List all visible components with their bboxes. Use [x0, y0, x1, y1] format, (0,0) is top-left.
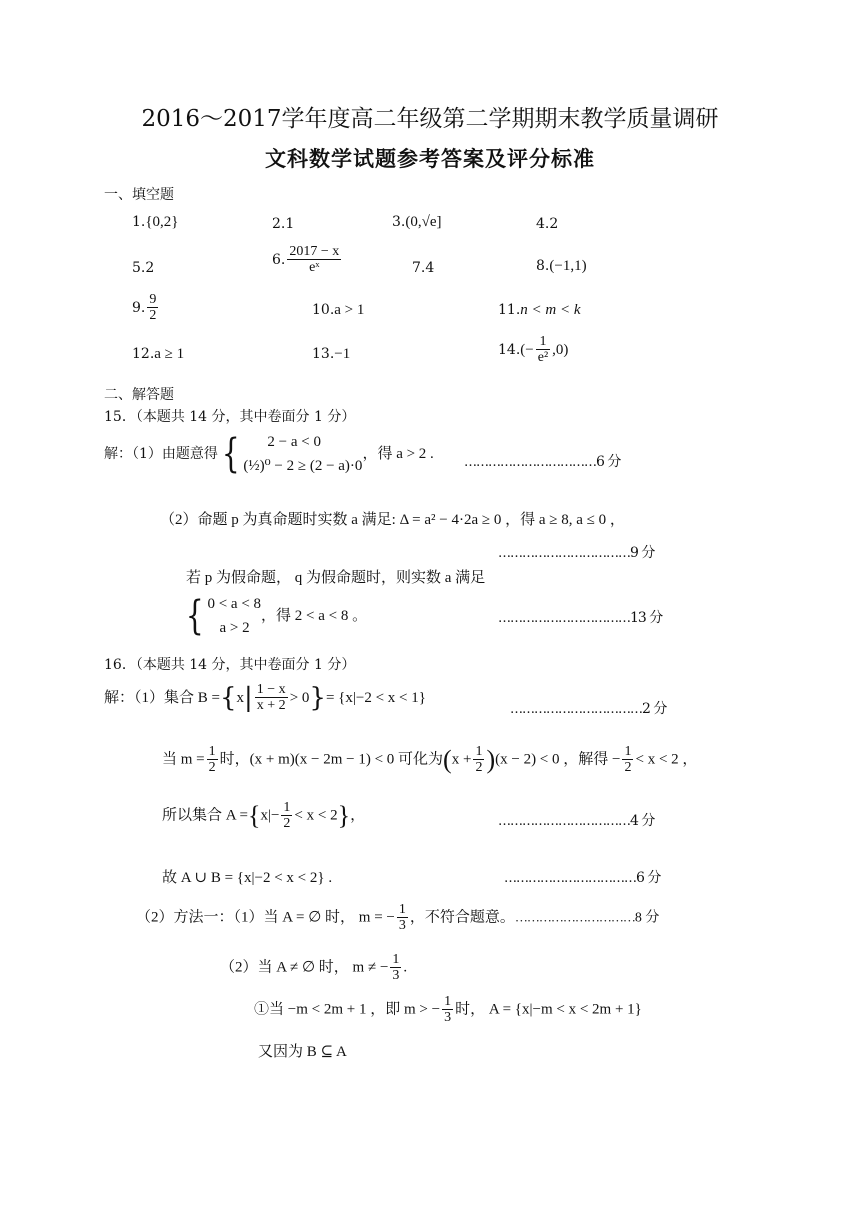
q15-part3-leader: ……………………………13 分 — [498, 610, 663, 626]
answer-14-number: 14. — [498, 341, 521, 358]
answer-11-number: 11. — [498, 302, 521, 318]
q16-line1-denominator: x + 2 — [256, 698, 286, 714]
answer-3-value: (0,√e] — [405, 214, 442, 230]
q16-line1-score: 2 分 — [642, 701, 667, 717]
q16-line1-result: = {x|−2 < x < 1} — [325, 689, 426, 706]
answer-6 — [272, 244, 343, 276]
answer-6-denominator: eˣ — [309, 260, 320, 276]
q16-line2-e: < x < 2 ， — [635, 751, 698, 768]
q16-line5-num: 1 — [398, 902, 406, 917]
q16-line7-a: ①当 −m < 2m + 1 ，即 m > − — [254, 1001, 441, 1018]
q16-header: 16．（本题共 14 分，其中卷面分 1 分） — [104, 657, 356, 673]
q16-line4: 故 A ∪ B = {x|−2 < x < 2} . — [162, 870, 333, 886]
q16-line2-c: x + — [451, 751, 472, 768]
q16-line5 — [136, 902, 659, 934]
q16-line3-num: 1 — [283, 800, 291, 815]
q15-system-line1: 2 − a < 0 — [267, 434, 321, 450]
q16-line3-d: ， — [350, 807, 366, 824]
answer-14-open: (− — [520, 341, 534, 358]
q16-line6-a: （2）当 A ≠ ∅ 时， m ≠ − — [220, 959, 389, 976]
q16-line1-numerator: 1 − x — [256, 682, 286, 697]
answer-9-denominator: 2 — [149, 308, 157, 324]
q16-line6-num: 1 — [392, 952, 400, 967]
q16-line7-den: 3 — [444, 1010, 452, 1026]
answer-1 — [132, 214, 179, 231]
answer-1-number: 1. — [132, 214, 146, 230]
q16-set-var: x — [236, 689, 245, 706]
q16-line2-num2: 1 — [475, 744, 483, 759]
q16-line3-b: x|− — [260, 807, 280, 824]
q16-line2-d: (x − 2) < 0 ，解得 − — [495, 751, 621, 768]
answer-12-value: a ≥ 1 — [154, 346, 185, 362]
q15-header: 15．（本题共 14 分，其中卷面分 1 分） — [104, 409, 356, 425]
answer-9-number: 9. — [132, 299, 146, 316]
q16-line3: 所以集合 A ={x|− $\frac{1}{2}$ < x < 2}， — [162, 800, 366, 832]
answer-8 — [536, 258, 587, 275]
q16-line2: 当 m = $\frac{1}{2}$ 时，(x + m)(x − 2m − 1) < 0 可化为(x + $\frac{1}{2}$ )(x − 2) < 0 ，解得 − $\frac{1}{2}$ < x < 2 ， — [162, 744, 698, 776]
q15-part2-leader: ……………………………9 分 — [498, 545, 655, 561]
q15-part1-label: 解：（1）由题意得 — [104, 446, 218, 462]
q16-line3-a: 所以集合 A = — [162, 807, 248, 824]
q15-part3-system — [182, 592, 367, 640]
q16-line1 — [104, 682, 426, 714]
section-fill-blank: 一、填空题 — [104, 187, 174, 203]
left-brace-icon: { — [221, 431, 240, 477]
answer-5: 5.2 — [132, 260, 155, 276]
q15-part1-result: ，得 a > 2 . — [362, 446, 434, 462]
q16-line7 — [254, 994, 642, 1026]
q16-line7-b: 时， A = {x|−m < x < 2m + 1} — [455, 1001, 642, 1018]
q15-part3-line1: 0 < a < 8 — [207, 596, 262, 612]
answer-9-numerator: 9 — [149, 292, 157, 307]
answer-3-number: 3. — [392, 214, 406, 230]
q16-line4-score: 6 分 — [636, 870, 661, 886]
page-title: 2016～2017学年度高二年级第二学期期末教学质量调研 — [141, 106, 719, 132]
q15-part1 — [104, 430, 434, 478]
page-subtitle: 文科数学试题参考答案及评分标准 — [265, 146, 595, 171]
q16-line3-den: 2 — [283, 816, 291, 832]
answer-6-numerator: 2017 − x — [289, 244, 340, 259]
answer-14-denominator: e² — [537, 350, 549, 366]
q16-line8: 又因为 B ⊆ A — [258, 1044, 347, 1060]
q16-line3-score: 4 分 — [630, 813, 655, 829]
q15-part1-leader: ……………………………6 分 — [464, 454, 621, 470]
answer-12 — [132, 346, 184, 363]
q15-system-line2: (½)⁰ − 2 ≥ (2 − a)·0 — [243, 458, 363, 474]
answer-10 — [312, 302, 364, 319]
q16-line5-a: （2）方法一：（1）当 A = ∅ 时， m = − — [136, 909, 395, 926]
q16-line4-leader: ……………………………6 分 — [504, 870, 661, 886]
answer-13 — [312, 346, 350, 363]
q15-part3-result: ，得 2 < a < 8 。 — [261, 608, 368, 624]
answer-14 — [498, 334, 568, 366]
q16-line5-score: 8 分 — [634, 910, 660, 926]
q16-line6-b: . — [403, 959, 408, 976]
q16-line2-a: 当 m = — [162, 751, 205, 768]
answer-4: 4.2 — [536, 216, 559, 232]
answer-6-number: 6. — [272, 251, 286, 268]
right-brace-icon: } — [309, 682, 326, 713]
q15-part3-score: 13 分 — [630, 610, 663, 626]
q16-line2-b: 时，(x + m)(x − 2m − 1) < 0 可化为 — [219, 751, 444, 768]
q16-line7-num: 1 — [444, 994, 452, 1009]
left-brace-icon: { — [219, 682, 237, 713]
answer-2: 2.1 — [272, 216, 295, 232]
vertical-bar-icon: | — [244, 682, 253, 713]
q16-line2-num3: 1 — [624, 744, 632, 759]
answer-12-number: 12. — [132, 346, 155, 362]
q16-line5-leader: ………………………… — [514, 909, 635, 925]
answer-9 — [132, 292, 160, 324]
answer-1-value: {0,2} — [145, 214, 179, 230]
answer-3 — [392, 214, 442, 231]
left-brace-icon: { — [185, 593, 204, 639]
answer-14-numerator: 1 — [536, 334, 550, 350]
answer-10-number: 10. — [312, 302, 335, 318]
q15-part3: 若 p 为假命题， q 为假命题时，则实数 a 满足 — [186, 570, 486, 586]
answer-10-value: a > 1 — [334, 302, 365, 318]
q15-part3-line2: a > 2 — [219, 620, 250, 636]
answer-13-number: 13. — [312, 346, 335, 362]
q16-line2-den2: 2 — [475, 760, 483, 776]
q16-set-condition: > 0 — [289, 689, 310, 706]
answer-7: 7.4 — [412, 260, 435, 276]
q16-line3-c: < x < 2 — [294, 807, 338, 824]
q15-part2-score: 9 分 — [630, 545, 655, 561]
q16-line3-leader: ……………………………4 分 — [498, 813, 655, 829]
q16-line6 — [220, 952, 407, 984]
answer-8-value: (−1,1) — [549, 258, 587, 274]
answer-13-value: −1 — [334, 346, 351, 362]
q16-line5-den: 3 — [398, 918, 406, 934]
answer-14-close: ,0) — [552, 341, 569, 358]
q16-line5-b: ，不符合题意。 — [409, 909, 515, 926]
q16-line2-den3: 2 — [624, 760, 632, 776]
q15-part2: （2）命题 p 为真命题时实数 a 满足: Δ = a² − 4·2a ≥ 0 ，得 a ≥ 8, a ≤ 0 ， — [160, 512, 625, 528]
q16-line1-leader: ……………………………2 分 — [510, 701, 667, 717]
answer-11 — [498, 302, 581, 319]
q16-line6-den: 3 — [392, 968, 400, 984]
section-solutions: 二、解答题 — [104, 387, 174, 403]
q15-part1-score: 6 分 — [596, 454, 621, 470]
answer-8-number: 8. — [536, 258, 550, 274]
answer-11-value: n < m < k — [520, 302, 581, 318]
q16-line2-num: 1 — [208, 744, 216, 759]
q16-line1-label: 解：（1）集合 B = — [104, 689, 220, 706]
q16-line2-den: 2 — [208, 760, 216, 776]
